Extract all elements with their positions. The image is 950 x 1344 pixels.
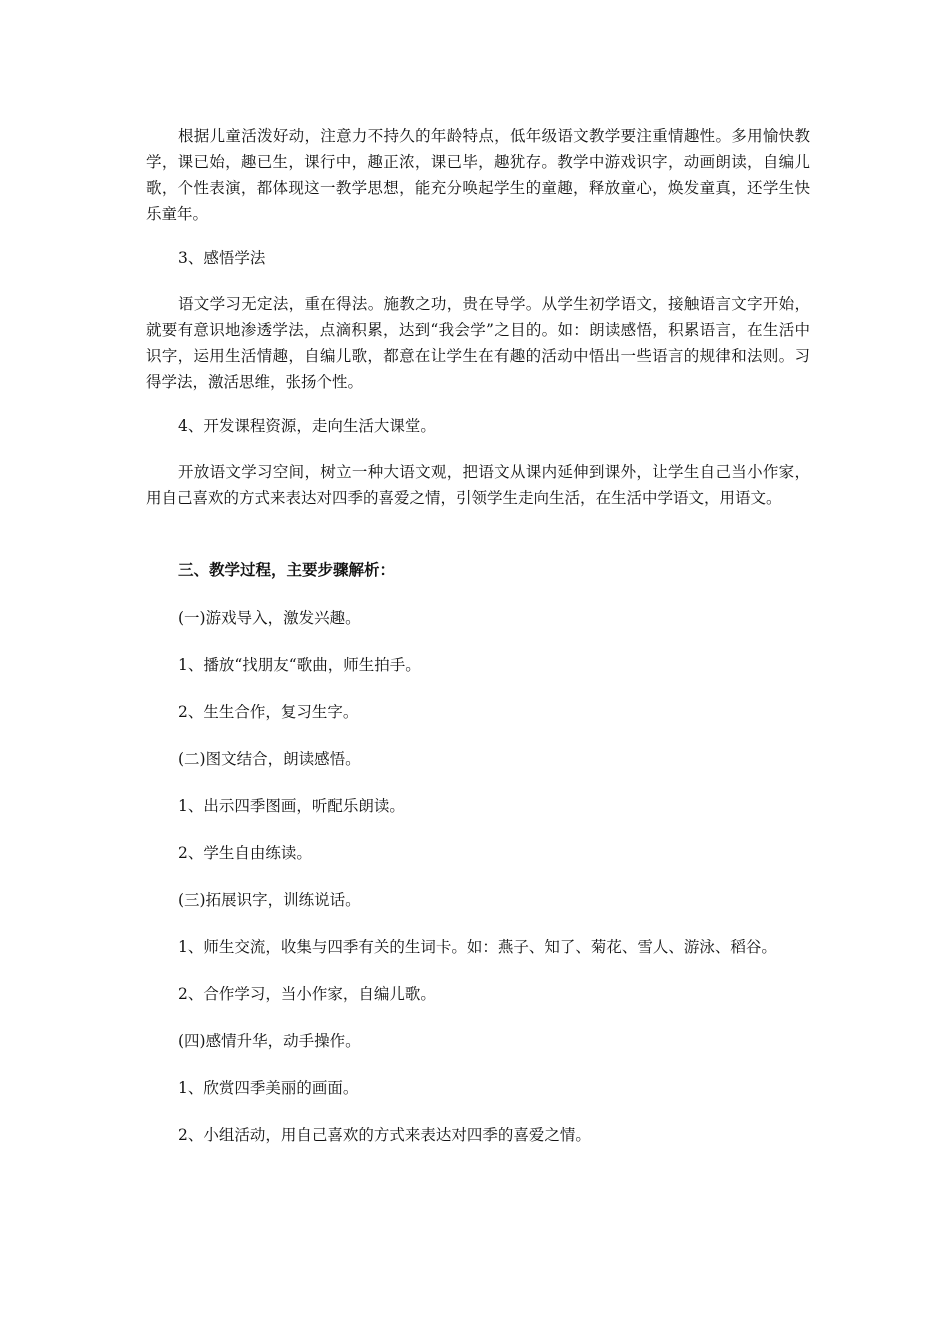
heading-course-resources: 4、开发课程资源，走向生活大课堂。	[178, 417, 436, 435]
step-item: 2、生生合作，复习生字。	[178, 703, 359, 721]
step-heading-1: (一)游戏导入，激发兴趣。	[178, 609, 361, 627]
paragraph-interest-teaching: 根据儿童活泼好动，注意力不持久的年龄特点，低年级语文教学要注重情趣性。多用愉快教学，课已始，趣已生，课行中，趣正浓，课已毕，趣犹存。教学中游戏识字，动画朗读，自编儿歌，个性表演，都体现这一教学思想，能充分唤起学生的童趣，释放童心，焕发童真，还学生快乐童年。	[146, 127, 810, 223]
step-item: 1、播放“找朋友“歌曲，师生拍手。	[178, 656, 421, 674]
step-heading-3: (三)拓展识字，训练说话。	[178, 891, 361, 909]
step-item: 1、出示四季图画，听配乐朗读。	[178, 797, 405, 815]
step-heading-4: (四)感情升华，动手操作。	[178, 1032, 361, 1050]
section-heading-teaching-process: 三、教学过程，主要步骤解析：	[178, 560, 396, 579]
paragraph-course-resources: 开放语文学习空间，树立一种大语文观，把语文从课内延伸到课外，让学生自己当小作家，用自己喜欢的方式来表达对四季的喜爱之情，引领学生走向生活，在生活中学语文，用语文。	[146, 463, 810, 507]
step-heading-2: (二)图文结合，朗读感悟。	[178, 750, 361, 768]
paragraph-learning-methods: 语文学习无定法，重在得法。施教之功，贵在导学。从学生初学语文，接触语言文字开始，就要有意识地渗透学法，点滴积累，达到“我会学”之目的。如：朗读感悟，积累语言，在生活中识字，运用生活情趣，自编儿歌，都意在让学生在有趣的活动中悟出一些语言的规律和法则。习得学法，激活思维，张扬个性。	[146, 295, 810, 391]
step-item: 2、合作学习，当小作家，自编儿歌。	[178, 985, 436, 1003]
step-item: 1、欣赏四季美丽的画面。	[178, 1079, 359, 1097]
step-item: 2、学生自由练读。	[178, 844, 312, 862]
heading-learning-methods: 3、感悟学法	[178, 249, 266, 267]
step-item: 2、小组活动，用自己喜欢的方式来表达对四季的喜爱之情。	[178, 1126, 591, 1144]
step-item: 1、师生交流，收集与四季有关的生词卡。如：燕子、知了、菊花、雪人、游泳、稻谷。	[178, 938, 777, 956]
